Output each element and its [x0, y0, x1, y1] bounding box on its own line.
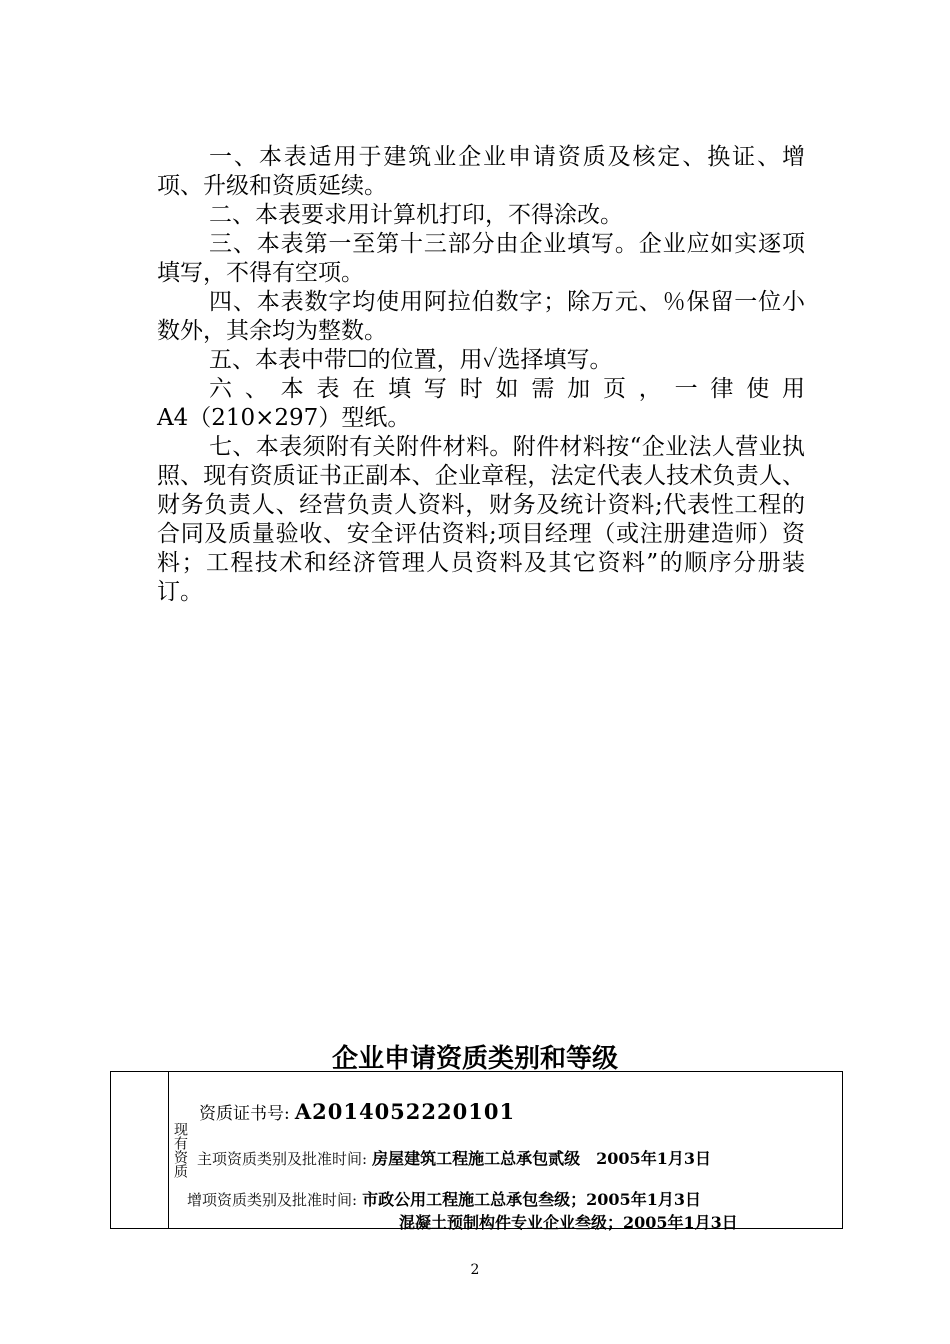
instruction-4: 四、本表数字均使用阿拉伯数字；除万元、％保留一位小数外，其余均为整数。: [157, 289, 805, 344]
page-number: 2: [470, 1262, 480, 1278]
current-qualification-table: [110, 1071, 843, 1232]
instruction-3: 三、本表第一至第十三部分由企业填写。企业应如实逐项填写，不得有空项。: [157, 231, 805, 286]
instruction-6-line-1: 六、本表在填写时如需加页，一律使用: [209, 376, 805, 402]
instruction-5: 五、本表中带☐的位置，用✓选择填写。: [209, 347, 613, 373]
additional-qualification-value-1: 市政公用工程施工总承包叁级；2005年1月3日: [362, 1190, 701, 1209]
cert-row: [199, 1099, 515, 1124]
side-label-cell: [111, 1072, 188, 1228]
side-label: 现有资质: [172, 1122, 188, 1178]
cert-label: 资质证书号:: [199, 1104, 290, 1124]
additional-qualification-row: [187, 1187, 701, 1210]
main-qualification-label: 主项资质类别及批准时间:: [197, 1150, 368, 1168]
cert-number: A2014052220101: [294, 1099, 516, 1124]
additional-qualification-value-2: 混凝土预制构件专业企业叁级；2005年1月3日: [399, 1213, 738, 1232]
instruction-2: 二、本表要求用计算机打印，不得涂改。: [209, 202, 623, 228]
additional-qualification-row-2: [399, 1210, 738, 1233]
instruction-1: 一、本表适用于建筑业企业申请资质及核定、换证、增项、升级和资质延续。: [157, 144, 805, 199]
main-qualification-row: [197, 1146, 711, 1169]
instruction-6-line-2: A4（210×297）型纸。: [157, 405, 411, 431]
section-title: 企业申请资质类别和等级: [331, 1044, 618, 1074]
additional-qualification-label: 增项资质类别及批准时间:: [187, 1191, 358, 1209]
instruction-7: 七、本表须附有关附件材料。附件材料按“企业法人营业执照、现有资质证书正副本、企业章程，法定代表人技术负责人、财务负责人、经营负责人资料，财务及统计资料;代表性工程的合同及质量验收、安全评估资料;项目经理（或注册建造师）资料；工程技术和经济管理人员资料及其它资料”的顺序分册装订。: [157, 434, 805, 605]
main-qualification-value: 房屋建筑工程施工总承包贰级 2005年1月3日: [372, 1149, 711, 1168]
